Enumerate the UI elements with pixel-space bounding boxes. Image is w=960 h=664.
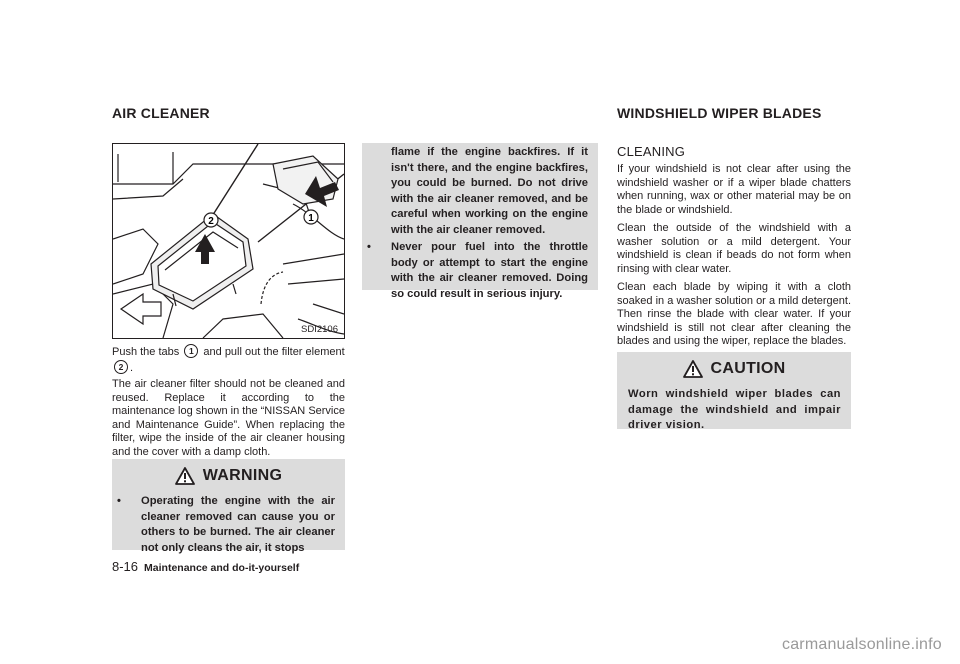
callout-1-inline: 1 — [184, 344, 198, 358]
watermark-text: carmanualsonline.info — [782, 636, 942, 653]
filter-replacement-paragraph: The air cleaner filter should not be cleaned and reused. Replace it according to the maintenance log shown in the “NISSAN Service and Maintenance Guide”. When replacing the filter, wipe the inside of the air cleaner housing and the cover with a damp cloth. — [112, 378, 345, 458]
warning-heading — [112, 467, 345, 485]
filter-instructions — [112, 344, 345, 375]
warning-item-1-text-part2: flame if the engine backfires. If it isn't there, and the engine backfires, you could be burned. Do not drive with the air cleaner removed, and be careful when working on the engine with the air cleaner removed. — [391, 146, 588, 236]
caution-triangle-icon — [683, 360, 703, 378]
warning-panel-part2 — [362, 143, 598, 300]
caution-heading — [617, 360, 851, 378]
warning-triangle-icon — [175, 467, 195, 485]
wiper-paragraph-3: Clean each blade by wiping it with a cloth soaked in a washer solution or a mild detergent. Then rinse the blade with clear water. If your windshield is still not clear after cleaning the blades and using the wiper, replace the blades. — [617, 281, 851, 347]
warning-item-1-text-part1: Operating the engine with the air cleaner removed can cause you or others to be burned. The air cleaner not only cleans the air, it stops — [141, 495, 335, 554]
figure-code: SDI2106 — [301, 324, 338, 335]
warning-panel-part1 — [112, 459, 345, 554]
warning-item-2-text: Never pour fuel into the throttle body or attempt to start the engine with the air cleaner removed. Doing so could result in serious injury. — [391, 241, 588, 300]
wiper-paragraph-2: Clean the outside of the windshield with a washer solution or a mild detergent. Your windshield is clean if beads do not form when rinsing with clear water. — [617, 222, 851, 275]
warning-title: WARNING — [202, 467, 283, 484]
caution-text: Worn windshield wiper blades can damage the windshield and impair driver vision. — [628, 388, 841, 431]
air-cleaner-figure — [112, 143, 345, 339]
warning-item-1-continued — [362, 143, 598, 238]
instruction-text-b: and pull out the filter element — [203, 346, 345, 358]
wiper-paragraph-1: If your windshield is not clear after using the windshield washer or if a wiper blade chatters when running, wax or other material may be on the blade or windshield. — [617, 163, 851, 216]
instruction-text-a: Push the tabs — [112, 346, 180, 358]
warning-item-1-start — [112, 485, 345, 556]
chapter-title: Maintenance and do-it-yourself — [144, 562, 300, 574]
callout-2-label: 2 — [208, 216, 214, 227]
page-number: 8-16 — [112, 559, 139, 574]
callout-2-inline: 2 — [114, 360, 128, 374]
caution-panel — [617, 352, 851, 429]
page-footer — [112, 559, 299, 574]
bullet-dot: • — [117, 495, 121, 507]
section-title-air-cleaner: AIR CLEANER — [112, 105, 210, 121]
bullet-dot: • — [367, 241, 371, 253]
bullet-spacer — [366, 145, 391, 238]
cleaning-subheading: CLEANING — [617, 144, 686, 159]
section-title-wiper-blades: WINDSHIELD WIPER BLADES — [617, 105, 822, 121]
warning-item-2 — [362, 238, 598, 302]
callout-1-label: 1 — [308, 213, 314, 224]
caution-title: CAUTION — [710, 360, 786, 377]
engine-illustration — [113, 144, 344, 338]
instruction-text-c: . — [130, 361, 134, 374]
